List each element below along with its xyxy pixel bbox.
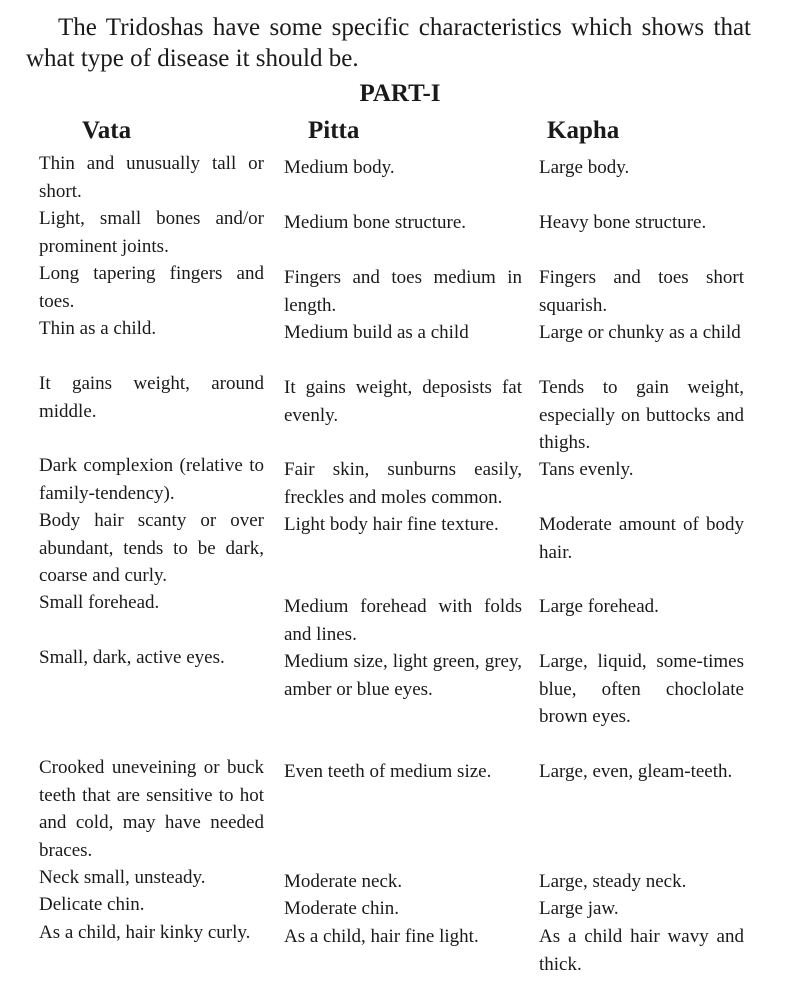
kapha-cell: Tans evenly. (539, 459, 634, 480)
vata-cell: Delicate chin. (39, 894, 145, 915)
kapha-cell: Tends to gain weight, especially on buttocks and thighs. (539, 377, 744, 453)
vata-cell: Dark complexion (relative to family-tendency). (39, 455, 264, 504)
vata-cell: Body hair scanty or over abundant, tends to be dark, coarse and curly. (39, 510, 264, 586)
vata-cell: Thin as a child. (39, 318, 157, 339)
vata-cell: Long tapering fingers and toes. (39, 263, 264, 312)
kapha-cell: Large jaw. (539, 898, 619, 919)
vata-cell: It gains weight, around middle. (39, 373, 264, 422)
vata-cell: Neck small, unsteady. (39, 867, 206, 888)
kapha-cell: Heavy bone structure. (539, 212, 707, 233)
column-header-kapha: Kapha (547, 117, 620, 144)
column-header-pitta: Pitta (308, 117, 360, 144)
kapha-cell: Large forehead. (539, 596, 659, 617)
kapha-cell: Large, steady neck. (539, 871, 687, 892)
vata-cell: Light, small bones and/or prominent joints. (39, 208, 264, 257)
pitta-cell: Even teeth of medium size. (284, 761, 492, 782)
pitta-cell: Moderate neck. (284, 871, 403, 892)
pitta-cell: Light body hair fine texture. (284, 514, 499, 535)
kapha-cell: Moderate amount of body hair. (539, 514, 744, 563)
kapha-cell: Large, even, gleam-teeth. (539, 761, 733, 782)
pitta-cell: Medium forehead with folds and lines. (284, 596, 522, 645)
kapha-cell: Large or chunky as a child (539, 322, 741, 343)
pitta-cell: Fingers and toes medium in length. (284, 267, 522, 316)
kapha-cell: Fingers and toes short squarish. (539, 267, 744, 316)
vata-cell: Small, dark, active eyes. (39, 647, 225, 668)
pitta-cell: Medium size, light green, grey, amber or blue eyes. (284, 651, 522, 700)
pitta-cell: Medium bone structure. (284, 212, 467, 233)
kapha-cell: Large body. (539, 157, 630, 178)
vata-cell: Thin and unusually tall or short. (39, 153, 264, 202)
pitta-cell: As a child, hair fine light. (284, 926, 479, 947)
vata-cell: Small forehead. (39, 592, 160, 613)
pitta-cell: Moderate chin. (284, 898, 400, 919)
pitta-cell: Fair skin, sunburns easily, freckles and moles common. (284, 459, 522, 508)
pitta-cell: Medium body. (284, 157, 395, 178)
vata-cell: As a child, hair kinky curly. (39, 922, 251, 943)
kapha-cell: As a child hair wavy and thick. (539, 926, 744, 975)
vata-cell: Crooked uneveining or buck teeth that are sensitive to hot and cold, may have needed braces. (39, 757, 264, 861)
kapha-cell: Large, liquid, some-times blue, often choclolate brown eyes. (539, 651, 744, 727)
pitta-cell: It gains weight, deposists fat evenly. (284, 377, 522, 426)
column-header-vata: Vata (82, 117, 132, 144)
intro-paragraph: The Tridoshas have some specific characteristics which shows that what type of disease it should be. (26, 14, 751, 72)
part-title: PART-I (359, 80, 441, 107)
pitta-cell: Medium build as a child (284, 322, 469, 343)
